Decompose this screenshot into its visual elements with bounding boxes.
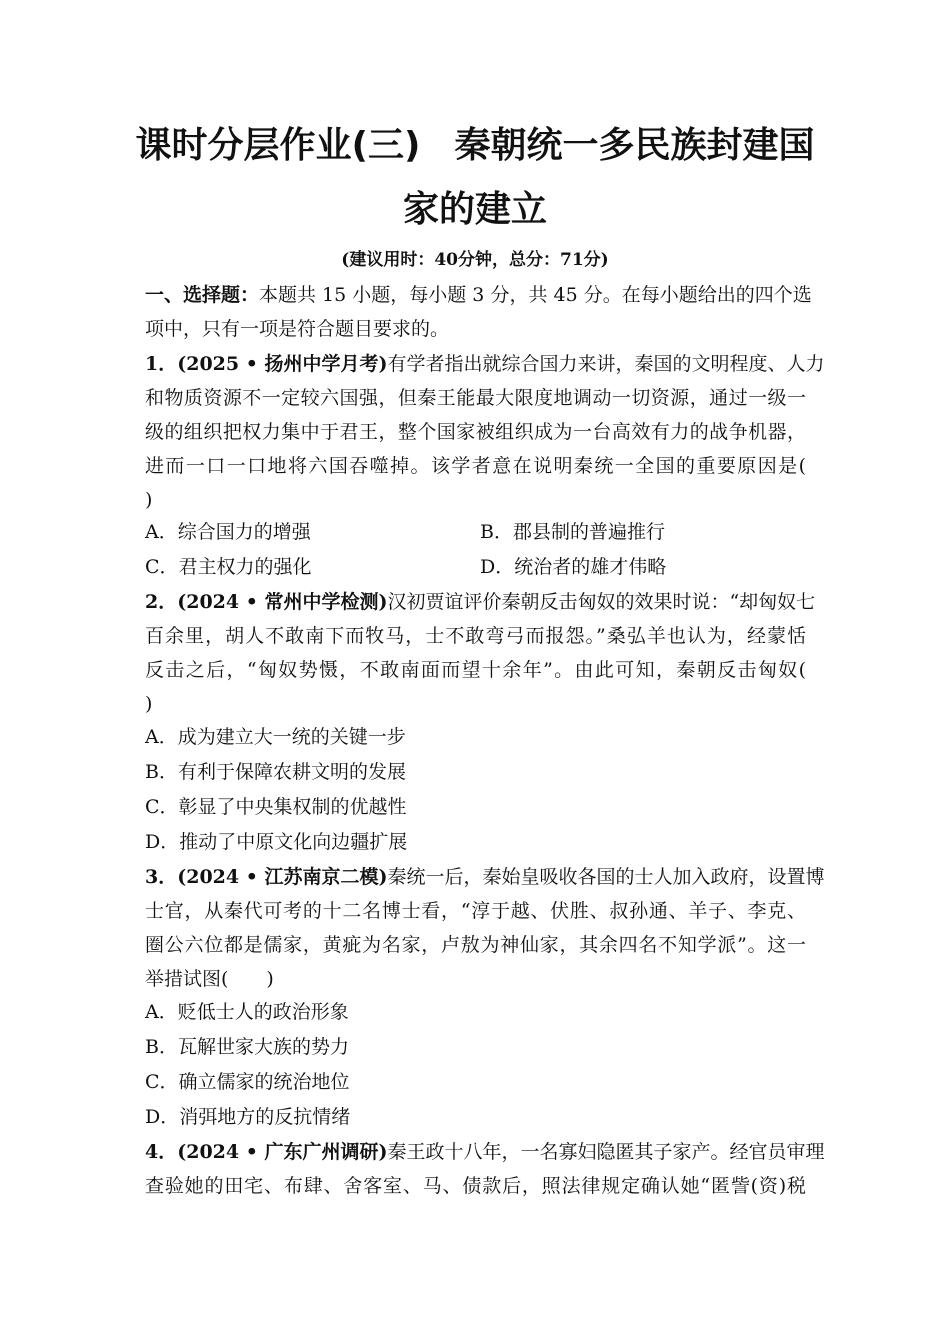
question-3-option-a: A．贬低士人的政治形象 bbox=[145, 1001, 349, 1023]
question-1-option-b: B．郡县制的普遍推行 bbox=[480, 521, 665, 543]
question-4-line-2: 查验她的田宅、布肆、舍客室、马、债款后，照法律规定确认她“匿訾(资)税 bbox=[145, 1175, 806, 1197]
section-intro-line-1: 一、选择题：本题共 15 小题，每小题 3 分，共 45 分。在每小题给出的四个选 bbox=[145, 284, 812, 306]
question-2-option-d: D．推动了中原文化向边疆扩展 bbox=[145, 831, 408, 853]
question-3-stem: 3．(2024 • 江苏南京二模)秦统一后，秦始皇吸收各国的士人加入政府，设置博 bbox=[145, 866, 825, 888]
question-4-number: 4． bbox=[145, 1141, 178, 1163]
question-1-number: 1． bbox=[145, 353, 178, 375]
question-1-option-a: A．综合国力的增强 bbox=[145, 521, 311, 543]
time-and-score-note: (建议用时：40分钟，总分：71分) bbox=[341, 250, 609, 270]
question-2-number: 2． bbox=[145, 591, 178, 613]
question-4-stem: 4．(2024 • 广东广州调研)秦王政十八年，一名寡妇隐匿其子家产。经官员审理 bbox=[145, 1141, 825, 1163]
question-3-number: 3． bbox=[145, 866, 178, 888]
question-2-line-2: 百余里，胡人不敢南下而牧马，士不敢弯弓而报怨。”桑弘羊也认为，经蒙恬 bbox=[145, 625, 806, 647]
question-3-source: (2024 • 江苏南京二模) bbox=[177, 866, 388, 888]
question-4-source: (2024 • 广东广州调研) bbox=[177, 1141, 388, 1163]
question-1-blank: ) bbox=[145, 489, 153, 511]
question-3-option-d: D．消弭地方的反抗情绪 bbox=[145, 1106, 351, 1128]
question-3-line-4: 举措试图( ) bbox=[145, 968, 274, 990]
question-2-stem: 2．(2024 • 常州中学检测)汉初贾谊评价秦朝反击匈奴的效果时说：“却匈奴七 bbox=[145, 591, 816, 613]
question-2-line-3: 反击之后，“匈奴势慑，不敢南面而望十余年”。由此可知，秦朝反击匈奴( bbox=[145, 659, 806, 681]
question-1-source: (2025 • 扬州中学月考) bbox=[177, 353, 388, 375]
title-part-2: 秦朝统一多民族封建国 bbox=[454, 125, 815, 166]
section-heading: 一、选择题： bbox=[145, 284, 260, 306]
title-part-1: 课时分层作业(三) bbox=[135, 125, 421, 166]
question-3-option-c: C．确立儒家的统治地位 bbox=[145, 1071, 350, 1093]
question-2-option-c: C．彰显了中央集权制的优越性 bbox=[145, 796, 407, 818]
question-1-option-c: C．君主权力的强化 bbox=[145, 556, 312, 578]
question-1-line-3: 级的组织把权力集中于君王，整个国家被组织成为一台高效有力的战争机器， bbox=[145, 421, 806, 443]
page-title-line-2: 家的建立 bbox=[402, 189, 547, 230]
question-3-line-3: 圈公六位都是儒家，黄疵为名家，卢敖为神仙家，其余四名不知学派”。这一 bbox=[145, 934, 806, 956]
question-1-line-2: 和物质资源不一定较六国强，但秦王能最大限度地调动一切资源，通过一级一 bbox=[145, 387, 806, 409]
question-3-line-2: 士官，从秦代可考的十二名博士看，“淳于越、伏胜、叔孙通、羊子、李克、 bbox=[145, 900, 806, 922]
page-title bbox=[100, 126, 850, 166]
question-1-line-4: 进而一口一口地将六国吞噬掉。该学者意在说明秦统一全国的重要原因是( bbox=[145, 455, 806, 477]
question-3-option-b: B．瓦解世家大族的势力 bbox=[145, 1036, 349, 1058]
question-1-stem: 1．(2025 • 扬州中学月考)有学者指出就综合国力来讲，秦国的文明程度、人力 bbox=[145, 353, 825, 375]
question-2-option-a: A．成为建立大一统的关键一步 bbox=[145, 726, 406, 748]
question-2-blank: ) bbox=[145, 693, 153, 715]
question-1-option-d: D．统治者的雄才伟略 bbox=[480, 556, 667, 578]
question-2-source: (2024 • 常州中学检测) bbox=[177, 591, 388, 613]
question-2-option-b: B．有利于保障农耕文明的发展 bbox=[145, 761, 406, 783]
section-intro-line-2: 项中，只有一项是符合题目要求的。 bbox=[145, 318, 450, 340]
